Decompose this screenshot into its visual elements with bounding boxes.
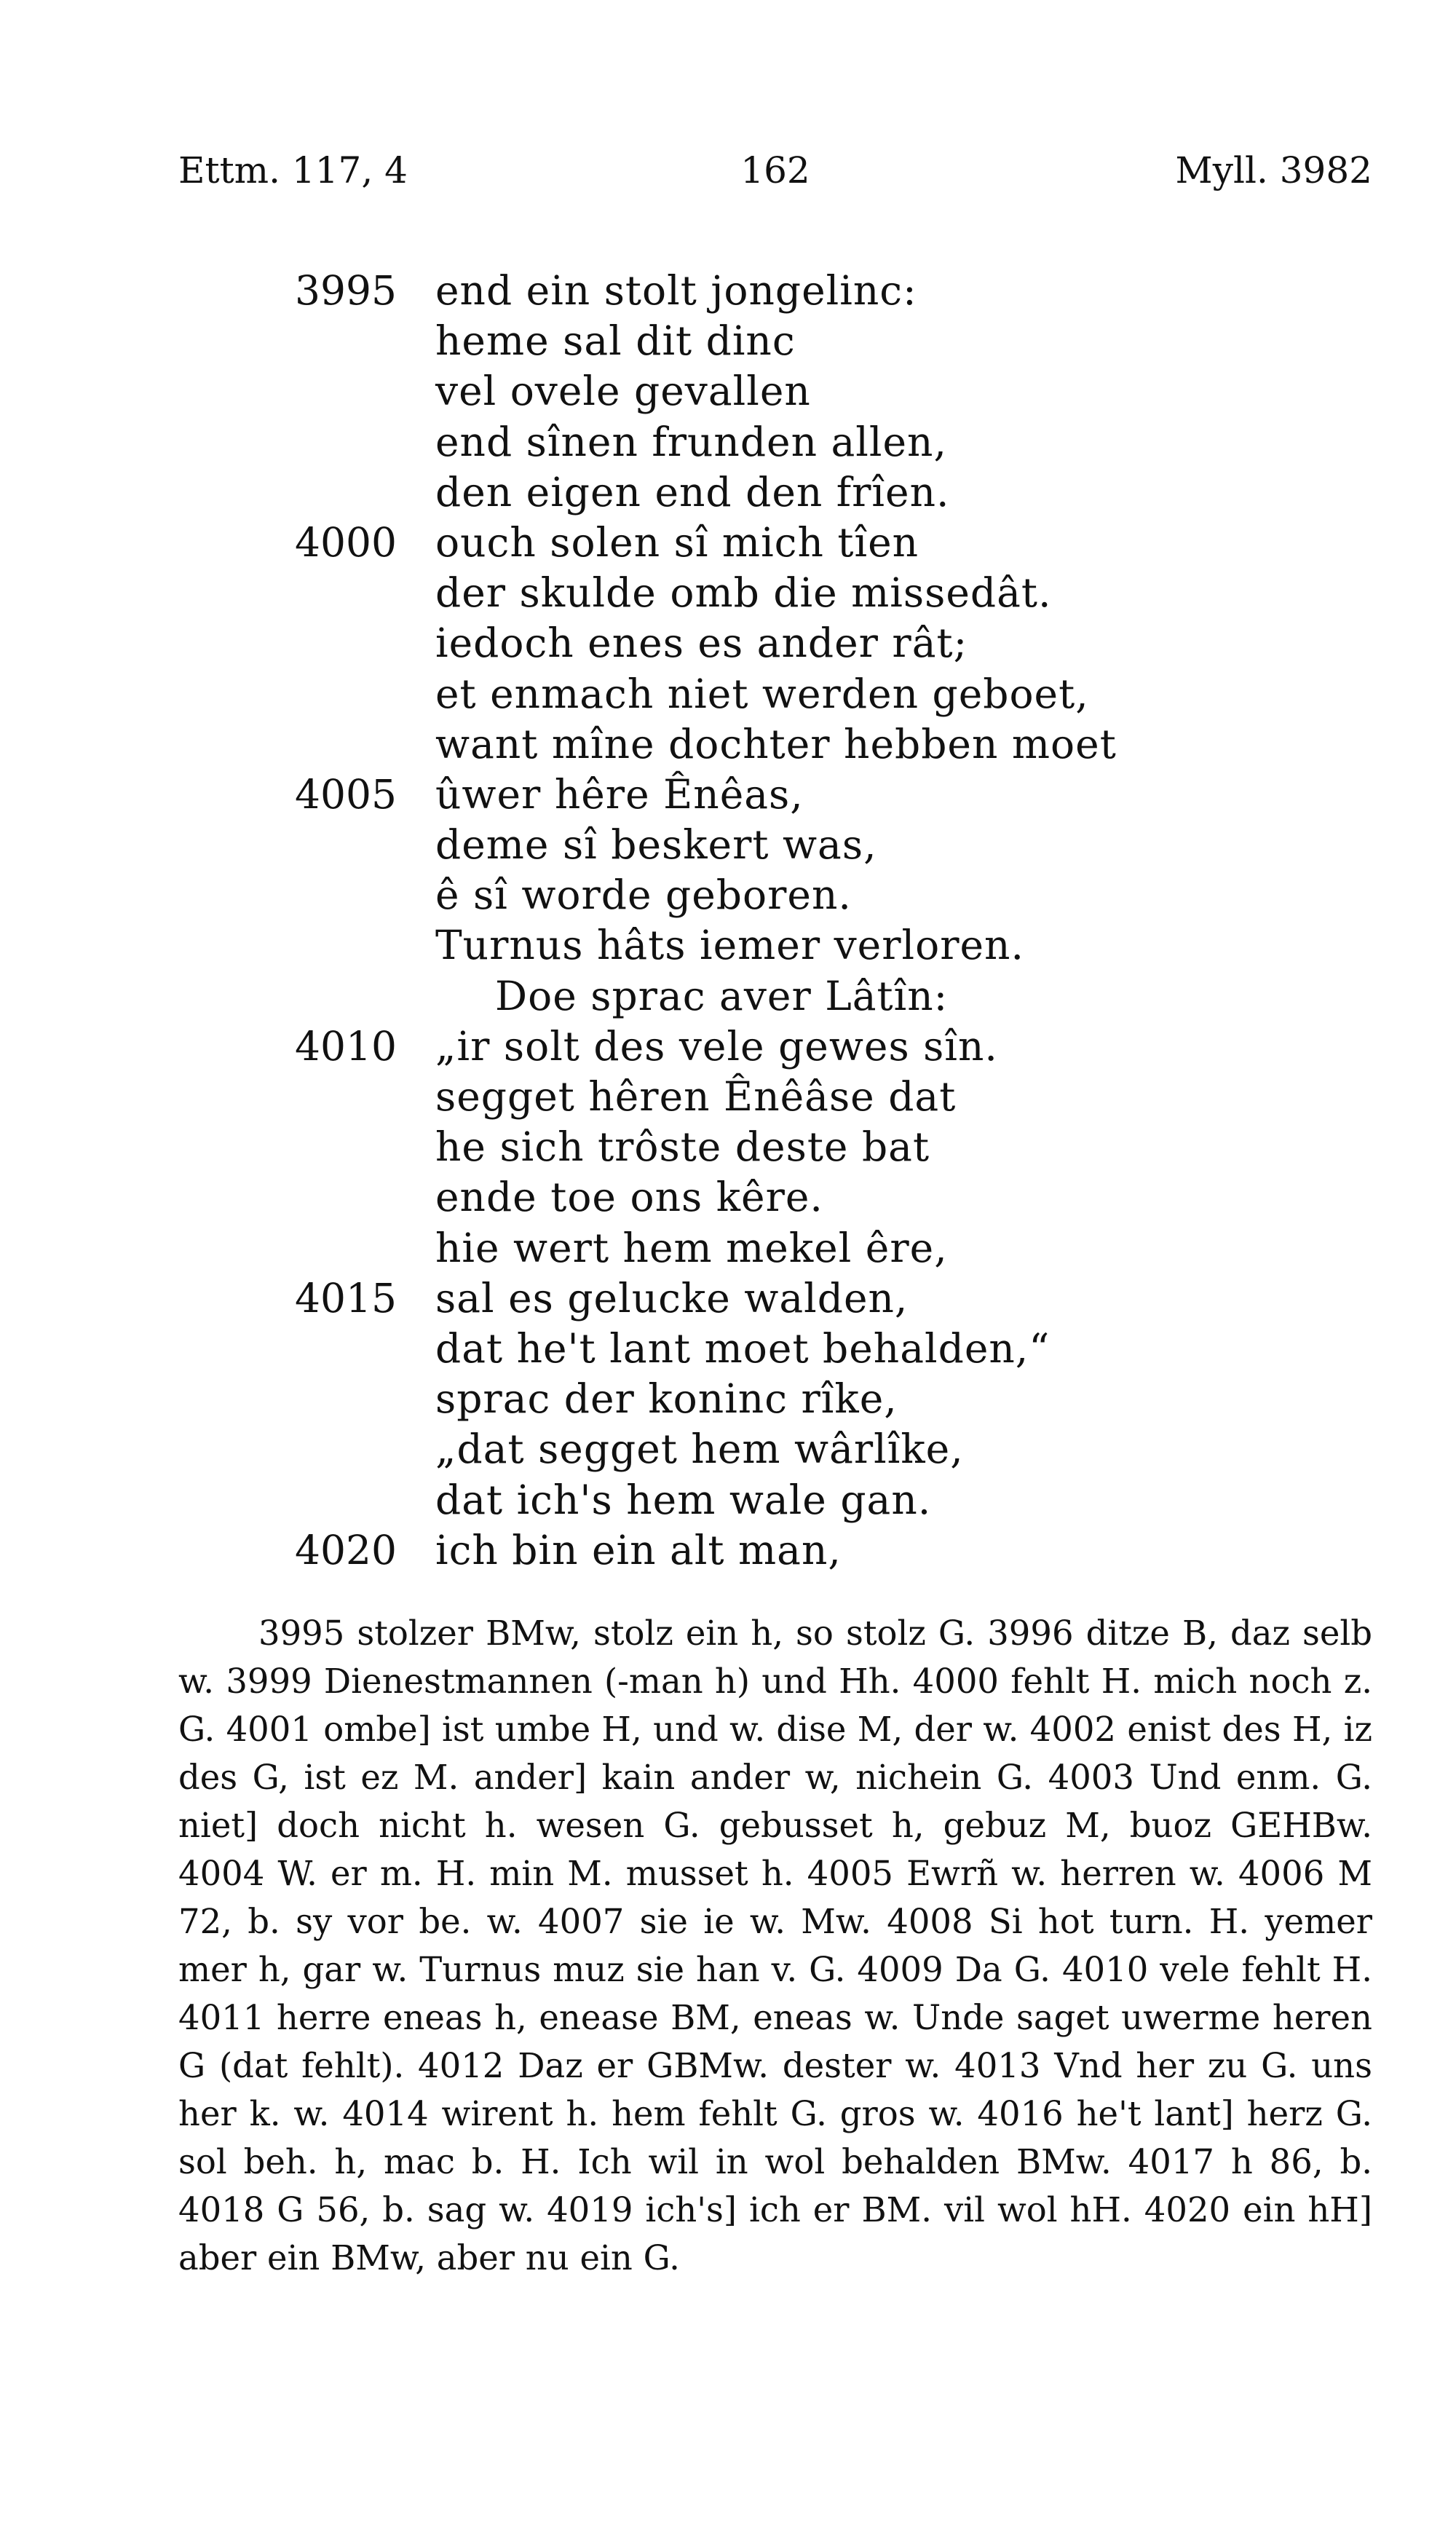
- verse-text-line: der skulde omb die missedât.: [435, 569, 1052, 617]
- line-number: 4015: [295, 1274, 397, 1322]
- verse-line: [0, 1223, 1456, 1273]
- verse-text-line: den eigen end den frîen.: [435, 468, 950, 516]
- line-number: 4020: [295, 1526, 397, 1573]
- verse-line: [0, 1324, 1456, 1374]
- verse-line: [0, 870, 1456, 920]
- verse-text-line: deme sî beskert was,: [435, 821, 877, 869]
- verse-line: [0, 820, 1456, 870]
- verse-line: [0, 971, 1456, 1022]
- verse-text-line: „ir solt des vele gewes sîn.: [435, 1022, 998, 1070]
- line-number: 4010: [295, 1022, 397, 1070]
- verse-line: [0, 1122, 1456, 1172]
- verse-line: [0, 669, 1456, 719]
- verse-text-line: dat ich's hem wale gan.: [435, 1476, 932, 1523]
- verse-line: [0, 1424, 1456, 1474]
- verse-line: [0, 1273, 1456, 1324]
- verse-text: [0, 266, 1456, 1576]
- verse-text-line: end sînen frunden allen,: [435, 418, 947, 465]
- verse-line: [0, 417, 1456, 467]
- line-number: 3995: [295, 267, 397, 314]
- verse-line: [0, 1172, 1456, 1222]
- verse-text-line: Doe sprac aver Lâtîn:: [495, 972, 949, 1019]
- verse-line: [0, 1374, 1456, 1424]
- verse-text-line: sprac der koninc rîke,: [435, 1375, 898, 1423]
- header-left-reference: Ettm. 117, 4: [178, 149, 408, 191]
- verse-line: [0, 1525, 1456, 1576]
- verse-line: [0, 518, 1456, 568]
- verse-text-line: hie wert hem mekel êre,: [435, 1224, 948, 1271]
- line-number: 4000: [295, 518, 397, 566]
- verse-text-line: ouch solen sî mich tîen: [435, 518, 919, 566]
- verse-line: [0, 719, 1456, 770]
- verse-text-line: et enmach niet werden geboet,: [435, 670, 1089, 717]
- header-right-reference: Myll. 3982: [1175, 149, 1372, 191]
- verse-text-line: segget hêren Ênêâse dat: [435, 1073, 957, 1120]
- verse-line: [0, 316, 1456, 366]
- verse-text-line: Turnus hâts iemer verloren.: [435, 922, 1024, 969]
- page-number: 162: [740, 149, 810, 191]
- verse-line: [0, 770, 1456, 820]
- verse-text-line: ê sî worde geboren.: [435, 872, 852, 919]
- verse-text-line: ûwer hêre Ênêas,: [435, 770, 804, 818]
- verse-line: [0, 366, 1456, 416]
- verse-line: [0, 1072, 1456, 1122]
- verse-text-line: vel ovele gevallen: [435, 368, 811, 415]
- verse-text-line: ende toe ons kêre.: [435, 1174, 823, 1221]
- verse-line: [0, 266, 1456, 316]
- critical-apparatus: 3995 stolzer BMw, stolz ein h, so stolz G. 3996 ditze B, daz selb w. 3999 Dienestmannen (-man h) und Hh. 4000 fehlt H. mich noch z. G. 4001 ombe] ist umbe H, und w. dise M, der w. 4002 enist des H, iz des G, ist ez M. ander] kain ander w, nichein G. 4003 Und enm. G. niet] doch nicht h. wesen G. gebusset h, gebuz M, buoz GEHBw. 4004 W. er m. H. min M. musset h. 4005 Ewrñ w. herren w. 4006 M 72, b. sy vor be. w. 4007 sie ie w. Mw. 4008 Si hot turn. H. yemer mer h, gar w. Turnus muz sie han v. G. 4009 Da G. 4010 vele fehlt H. 4011 herre eneas h, enease BM, eneas w. Unde saget uwerme heren G (dat fehlt). 4012 Daz er GBMw. dester w. 4013 Vnd her zu G. uns her k. w. 4014 wirent h. hem fehlt G. gros w. 4016 he't lant] herz G. sol beh. h, mac b. H. Ich wil in wol behalden BMw. 4017 h 86, b. 4018 G 56, b. sag w. 4019 ich's] ich er BM. vil wol hH. 4020 ein hH] aber ein BMw, aber nu ein G.: [178, 1613, 1372, 2278]
- running-header: [178, 149, 1372, 208]
- verse-text-line: dat he't lant moet behalden,“: [435, 1324, 1051, 1372]
- verse-text-line: „dat segget hem wârlîke,: [435, 1426, 964, 1473]
- verse-text-line: sal es gelucke walden,: [435, 1274, 909, 1322]
- line-number: 4005: [295, 770, 397, 818]
- verse-line: [0, 920, 1456, 971]
- verse-line: [0, 568, 1456, 618]
- verse-text-line: he sich trôste deste bat: [435, 1123, 930, 1171]
- verse-line: [0, 467, 1456, 518]
- verse-text-line: want mîne dochter hebben moet: [435, 720, 1117, 767]
- verse-text-line: heme sal dit dinc: [435, 317, 796, 365]
- verse-text-line: end ein stolt jongelinc:: [435, 267, 917, 314]
- verse-text-line: iedoch enes es ander rât;: [435, 620, 968, 667]
- verse-line: [0, 1022, 1456, 1072]
- verse-line: [0, 618, 1456, 668]
- verse-line: [0, 1475, 1456, 1525]
- verse-text-line: ich bin ein alt man,: [435, 1526, 842, 1573]
